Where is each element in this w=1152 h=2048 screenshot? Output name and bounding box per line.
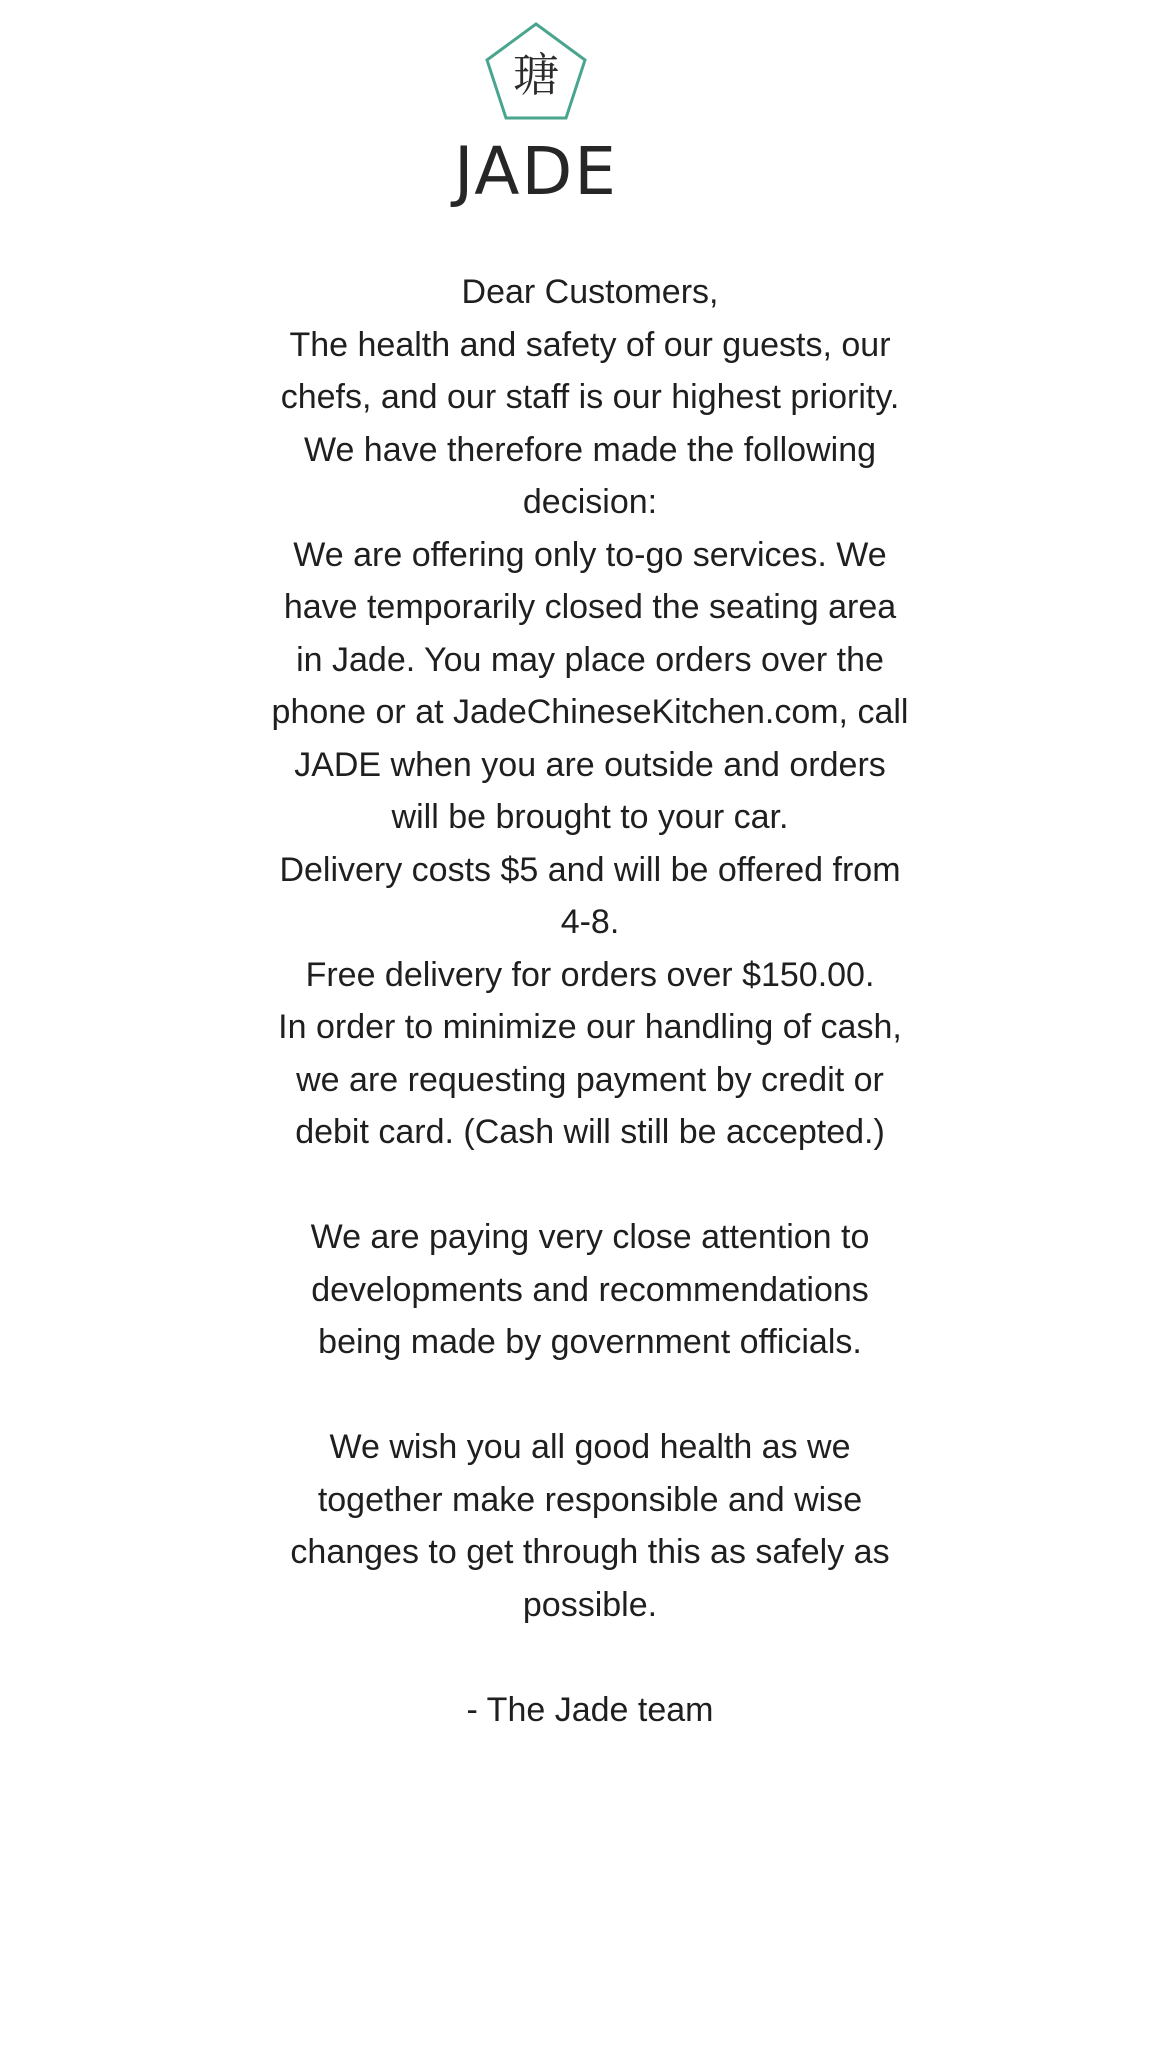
letter-paragraph-free-delivery: Free delivery for orders over $150.00.: [305, 955, 875, 994]
letter-paragraph-delivery: Delivery costs $5 and will be offered from 4-8.: [279, 850, 901, 941]
letter-paragraph-wishes: We wish you all good health as we together make responsible and wise changes to get through this as safely as possible.: [290, 1428, 890, 1624]
pentagon-logo-icon: [482, 20, 590, 124]
letter-signature: - The Jade team: [466, 1690, 714, 1729]
letter-paragraph-to-go: We are offering only to-go services. We have temporarily closed the seating area in Jade. You may place orders over the phone or at JadeChineseKitchen.com, call JADE when you are outside and orders will be brought to your car.: [271, 535, 909, 836]
letter-paragraph-payment: In order to minimize our handling of cash, we are requesting payment by credit or debit card. (Cash will still be accepted.): [278, 1008, 902, 1151]
paragraph-spacer: [270, 1159, 910, 1212]
brand-logo: [0, 20, 1072, 210]
letter-paragraph-safety: The health and safety of our guests, our chefs, and our staff is our highest priority. We have therefore made the following decision:: [280, 325, 900, 521]
brand-name: JADE: [454, 133, 618, 210]
paragraph-spacer: [270, 1631, 910, 1684]
logo-glyph: 瑭: [513, 48, 559, 102]
paragraph-spacer: [270, 1369, 910, 1422]
letter-paragraph-developments: We are paying very close attention to developments and recommendations being made by government officials.: [310, 1218, 870, 1361]
letter-greeting: Dear Customers,: [461, 273, 719, 311]
customer-letter: [270, 266, 910, 1736]
